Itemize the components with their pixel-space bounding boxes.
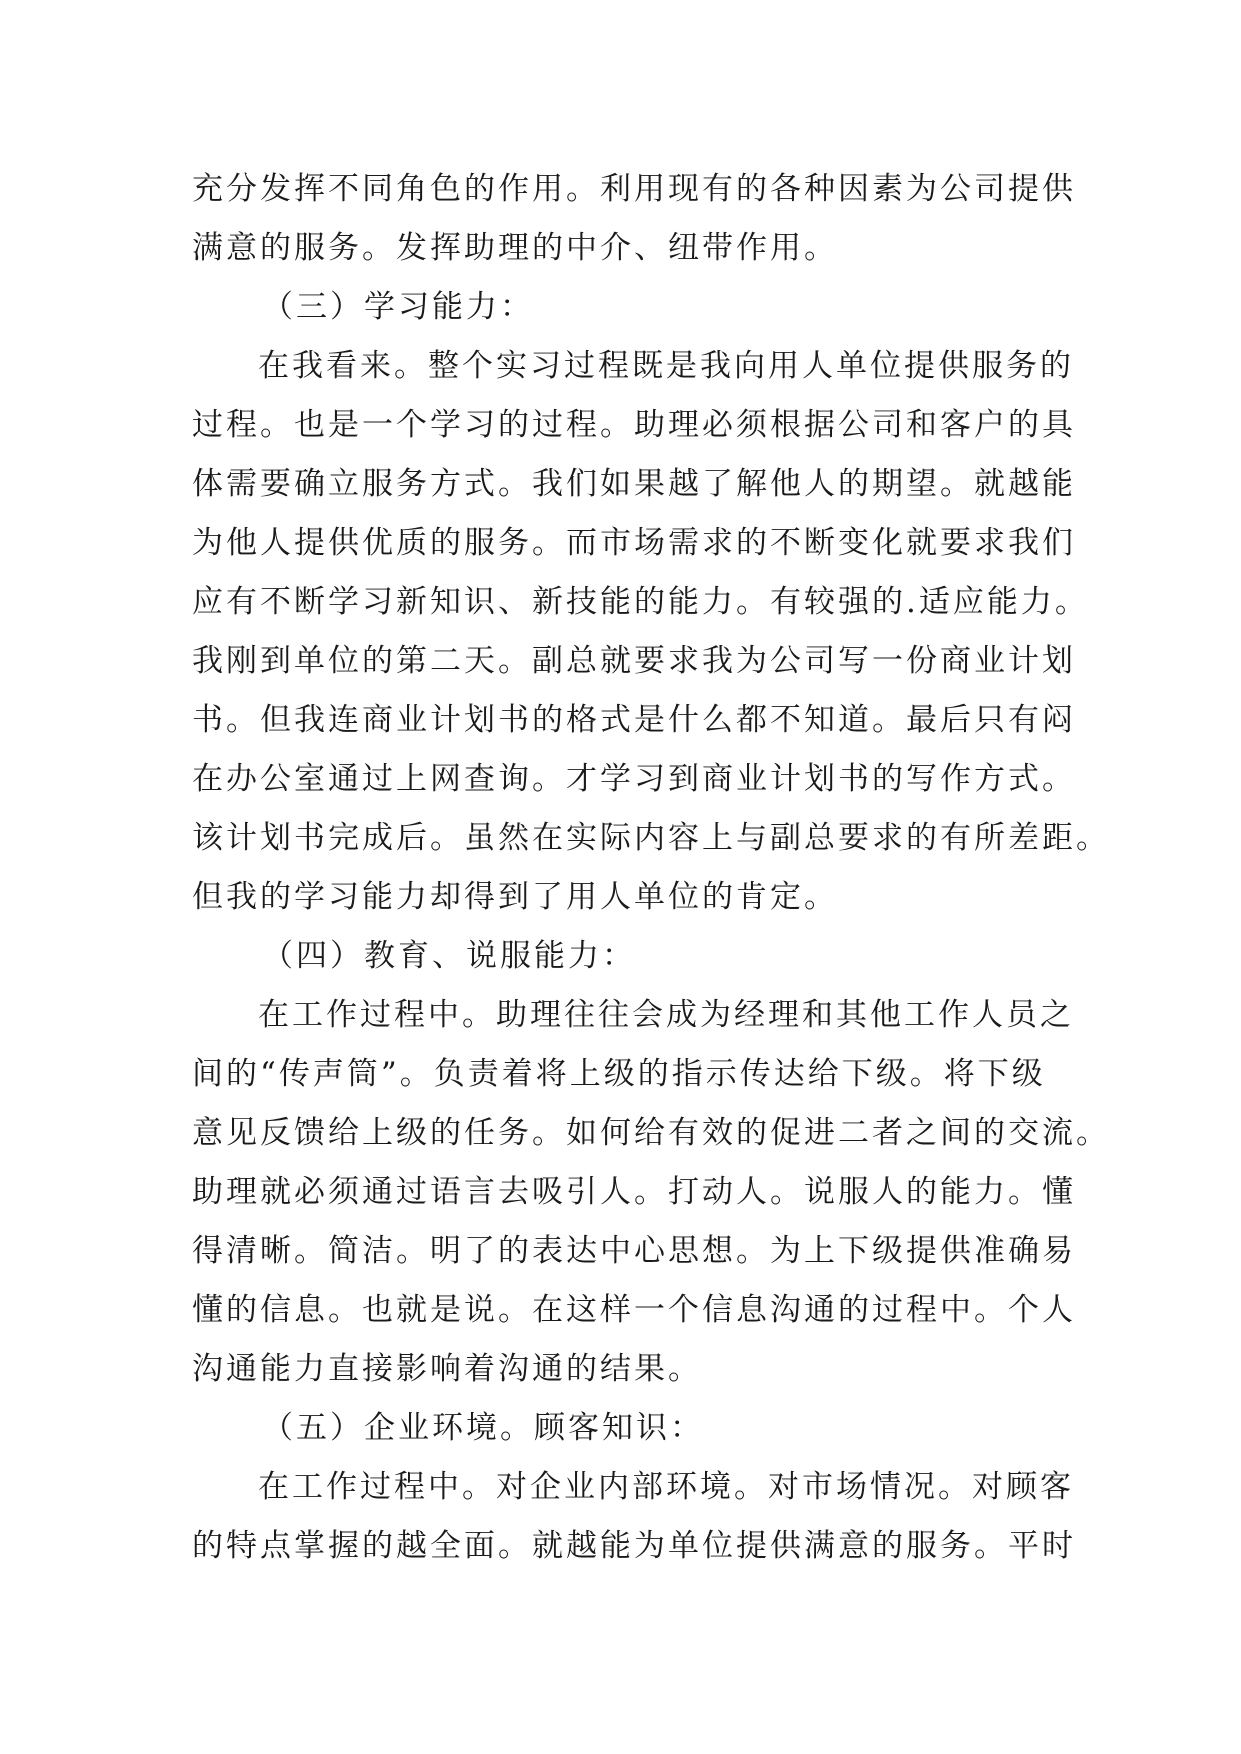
text-line: 在办公室通过上网查询。才学习到商业计划书的写作方式。	[192, 761, 1076, 797]
text-line: 过程。也是一个学习的过程。助理必须根据公司和客户的具	[192, 407, 1076, 443]
text-line: 意见反馈给上级的任务。如何给有效的促进二者之间的交流。	[192, 1115, 1110, 1151]
section-heading-4: （四）教育、说服能力：	[262, 938, 636, 974]
text-line: 为他人提供优质的服务。而市场需求的不断变化就要求我们	[192, 525, 1076, 561]
text-line: 懂的信息。也就是说。在这样一个信息沟通的过程中。个人	[192, 1292, 1076, 1328]
text-line: 但我的学习能力却得到了用人单位的肯定。	[192, 879, 838, 915]
text-line: 助理就必须通过语言去吸引人。打动人。说服人的能力。懂	[192, 1174, 1076, 1210]
text-line: 间的“传声筒”。负责着将上级的指示传达给下级。将下级	[192, 1056, 1046, 1092]
section-heading-5: （五）企业环境。顾客知识：	[262, 1410, 704, 1446]
text-line: 充分发挥不同角色的作用。利用现有的各种因素为公司提供	[192, 171, 1076, 207]
text-line: 应有不断学习新知识、新技能的能力。有较强的.适应能力。	[192, 584, 1089, 620]
text-line: 我刚到单位的第二天。副总就要求我为公司写一份商业计划	[192, 643, 1076, 679]
text-line: 满意的服务。发挥助理的中介、纽带作用。	[192, 230, 838, 266]
paragraph-start: 在我看来。整个实习过程既是我向用人单位提供服务的	[258, 348, 1074, 384]
text-line: 体需要确立服务方式。我们如果越了解他人的期望。就越能	[192, 466, 1076, 502]
text-line: 得清晰。简洁。明了的表达中心思想。为上下级提供准确易	[192, 1233, 1076, 1269]
body-text	[192, 160, 1110, 1576]
paragraph-start: 在工作过程中。助理往往会成为经理和其他工作人员之	[258, 997, 1074, 1033]
text-line: 该计划书完成后。虽然在实际内容上与副总要求的有所差距。	[192, 820, 1110, 856]
text-line: 沟通能力直接影响着沟通的结果。	[192, 1351, 702, 1387]
text-line: 书。但我连商业计划书的格式是什么都不知道。最后只有闷	[192, 702, 1076, 738]
text-line: 的特点掌握的越全面。就越能为单位提供满意的服务。平时	[192, 1528, 1076, 1564]
paragraph-start: 在工作过程中。对企业内部环境。对市场情况。对顾客	[258, 1469, 1074, 1505]
section-heading-3: （三）学习能力：	[262, 289, 534, 325]
